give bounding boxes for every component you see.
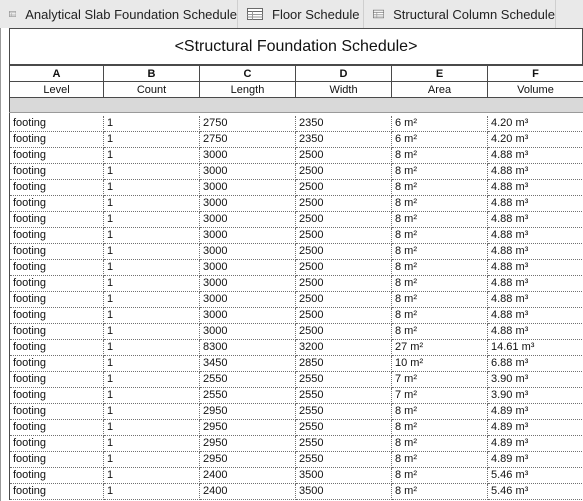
length-cell[interactable]: 3000 — [200, 196, 296, 212]
width-cell[interactable]: 2500 — [296, 276, 392, 292]
schedule-icon — [247, 8, 263, 20]
volume-cell[interactable]: 3.90 m³ — [488, 372, 583, 388]
area-cell[interactable]: 8 m² — [392, 436, 488, 452]
column-letter[interactable]: A — [10, 66, 104, 82]
length-cell[interactable]: 2950 — [200, 404, 296, 420]
width-cell[interactable]: 2550 — [296, 452, 392, 468]
area-cell[interactable]: 8 m² — [392, 484, 488, 500]
level-cell[interactable]: footing — [10, 276, 104, 292]
count-cell[interactable]: 1 — [104, 212, 200, 228]
length-cell[interactable]: 3000 — [200, 308, 296, 324]
level-cell[interactable]: footing — [10, 404, 104, 420]
width-cell[interactable]: 2500 — [296, 228, 392, 244]
volume-cell[interactable]: 4.88 m³ — [488, 276, 583, 292]
width-cell[interactable]: 2550 — [296, 420, 392, 436]
level-cell[interactable]: footing — [10, 468, 104, 484]
level-cell[interactable]: footing — [10, 292, 104, 308]
table-row[interactable] — [10, 420, 583, 436]
table-row[interactable] — [10, 292, 583, 308]
level-cell[interactable]: footing — [10, 116, 104, 132]
length-cell[interactable]: 2550 — [200, 372, 296, 388]
area-cell[interactable]: 8 m² — [392, 212, 488, 228]
volume-cell[interactable]: 4.88 m³ — [488, 308, 583, 324]
column-letter[interactable]: C — [200, 66, 296, 82]
width-cell[interactable]: 2500 — [296, 324, 392, 340]
volume-cell[interactable]: 4.88 m³ — [488, 292, 583, 308]
count-cell[interactable]: 1 — [104, 260, 200, 276]
width-cell[interactable]: 2500 — [296, 180, 392, 196]
count-cell[interactable]: 1 — [104, 164, 200, 180]
area-cell[interactable]: 8 m² — [392, 164, 488, 180]
level-cell[interactable]: footing — [10, 372, 104, 388]
length-cell[interactable]: 3450 — [200, 356, 296, 372]
volume-cell[interactable]: 4.88 m³ — [488, 196, 583, 212]
width-cell[interactable]: 3200 — [296, 340, 392, 356]
width-cell[interactable]: 2350 — [296, 116, 392, 132]
count-cell[interactable]: 1 — [104, 244, 200, 260]
count-cell[interactable]: 1 — [104, 420, 200, 436]
table-row[interactable] — [10, 372, 583, 388]
length-cell[interactable]: 3000 — [200, 244, 296, 260]
volume-cell[interactable]: 4.89 m³ — [488, 420, 583, 436]
width-cell[interactable]: 2550 — [296, 372, 392, 388]
count-cell[interactable]: 1 — [104, 228, 200, 244]
area-cell[interactable]: 8 m² — [392, 468, 488, 484]
count-cell[interactable]: 1 — [104, 372, 200, 388]
area-cell[interactable]: 8 m² — [392, 292, 488, 308]
area-cell[interactable]: 6 m² — [392, 132, 488, 148]
length-cell[interactable]: 8300 — [200, 340, 296, 356]
column-header-length[interactable]: Length — [200, 82, 296, 98]
width-cell[interactable]: 2500 — [296, 164, 392, 180]
length-cell[interactable]: 2950 — [200, 436, 296, 452]
table-row[interactable] — [10, 388, 583, 404]
count-cell[interactable]: 1 — [104, 292, 200, 308]
length-cell[interactable]: 2950 — [200, 452, 296, 468]
tab-label: Structural Column Schedule — [393, 6, 555, 22]
level-cell[interactable]: footing — [10, 132, 104, 148]
level-cell[interactable]: footing — [10, 484, 104, 500]
tab-structural-column-schedule[interactable] — [364, 0, 556, 28]
tab-label: Analytical Slab Foundation Schedule — [25, 6, 237, 22]
count-cell[interactable]: 1 — [104, 132, 200, 148]
table-row[interactable] — [10, 324, 583, 340]
count-cell[interactable]: 1 — [104, 196, 200, 212]
volume-cell[interactable]: 4.88 m³ — [488, 212, 583, 228]
count-cell[interactable]: 1 — [104, 308, 200, 324]
volume-cell[interactable]: 4.88 m³ — [488, 228, 583, 244]
area-cell[interactable]: 8 m² — [392, 404, 488, 420]
count-cell[interactable]: 1 — [104, 356, 200, 372]
area-cell[interactable]: 8 m² — [392, 324, 488, 340]
volume-cell[interactable]: 5.46 m³ — [488, 468, 583, 484]
length-cell[interactable]: 2750 — [200, 116, 296, 132]
level-cell[interactable]: footing — [10, 420, 104, 436]
area-cell[interactable]: 6 m² — [392, 116, 488, 132]
area-cell[interactable]: 7 m² — [392, 388, 488, 404]
volume-cell[interactable]: 5.46 m³ — [488, 484, 583, 500]
level-cell[interactable]: footing — [10, 436, 104, 452]
count-cell[interactable]: 1 — [104, 484, 200, 500]
length-cell[interactable]: 3000 — [200, 148, 296, 164]
count-cell[interactable]: 1 — [104, 324, 200, 340]
table-row[interactable] — [10, 116, 583, 132]
column-header-level[interactable]: Level — [10, 82, 104, 98]
level-cell[interactable]: footing — [10, 356, 104, 372]
level-cell[interactable]: footing — [10, 212, 104, 228]
width-cell[interactable]: 2350 — [296, 132, 392, 148]
length-cell[interactable]: 3000 — [200, 276, 296, 292]
tab-floor-schedule[interactable] — [238, 0, 364, 28]
group-header-band — [10, 98, 583, 113]
area-cell[interactable]: 8 m² — [392, 180, 488, 196]
level-cell[interactable]: footing — [10, 244, 104, 260]
length-cell[interactable]: 2400 — [200, 468, 296, 484]
column-letter[interactable]: D — [296, 66, 392, 82]
width-cell[interactable]: 2850 — [296, 356, 392, 372]
volume-cell[interactable]: 4.89 m³ — [488, 404, 583, 420]
volume-cell[interactable]: 4.88 m³ — [488, 260, 583, 276]
level-cell[interactable]: footing — [10, 228, 104, 244]
table-row[interactable] — [10, 164, 583, 180]
volume-cell[interactable]: 4.88 m³ — [488, 148, 583, 164]
table-row[interactable] — [10, 132, 583, 148]
length-cell[interactable]: 2400 — [200, 484, 296, 500]
area-cell[interactable]: 7 m² — [392, 372, 488, 388]
area-cell[interactable]: 8 m² — [392, 420, 488, 436]
table-row[interactable] — [10, 260, 583, 276]
volume-cell[interactable]: 4.20 m³ — [488, 132, 583, 148]
length-cell[interactable]: 3000 — [200, 164, 296, 180]
length-cell[interactable]: 2950 — [200, 420, 296, 436]
width-cell[interactable]: 2500 — [296, 308, 392, 324]
volume-cell[interactable]: 4.89 m³ — [488, 452, 583, 468]
length-cell[interactable]: 3000 — [200, 292, 296, 308]
length-cell[interactable]: 3000 — [200, 324, 296, 340]
schedule-icon — [9, 8, 16, 20]
column-letter[interactable]: B — [104, 66, 200, 82]
level-cell[interactable]: footing — [10, 388, 104, 404]
volume-cell[interactable]: 4.88 m³ — [488, 180, 583, 196]
table-row[interactable] — [10, 484, 583, 500]
count-cell[interactable]: 1 — [104, 148, 200, 164]
area-cell[interactable]: 8 m² — [392, 148, 488, 164]
area-cell[interactable]: 8 m² — [392, 308, 488, 324]
length-cell[interactable]: 2750 — [200, 132, 296, 148]
table-row[interactable] — [10, 228, 583, 244]
width-cell[interactable]: 2500 — [296, 212, 392, 228]
area-cell[interactable]: 8 m² — [392, 276, 488, 292]
level-cell[interactable]: footing — [10, 452, 104, 468]
table-row[interactable] — [10, 180, 583, 196]
table-row[interactable] — [10, 276, 583, 292]
table-row[interactable] — [10, 244, 583, 260]
tab-label: Floor Schedule — [272, 6, 360, 22]
column-letter[interactable]: E — [392, 66, 488, 82]
tab-analytical-slab-foundation-schedule[interactable] — [0, 0, 238, 28]
table-row[interactable] — [10, 468, 583, 484]
column-header-volume[interactable]: Volume — [488, 82, 583, 98]
schedule-table — [9, 65, 583, 500]
width-cell[interactable]: 2550 — [296, 404, 392, 420]
width-cell[interactable]: 2500 — [296, 148, 392, 164]
table-row[interactable] — [10, 196, 583, 212]
column-letter[interactable]: F — [488, 66, 583, 82]
level-cell[interactable]: footing — [10, 196, 104, 212]
column-header-count[interactable]: Count — [104, 82, 200, 98]
volume-cell[interactable]: 4.20 m³ — [488, 116, 583, 132]
count-cell[interactable]: 1 — [104, 468, 200, 484]
area-cell[interactable]: 8 m² — [392, 452, 488, 468]
count-cell[interactable]: 1 — [104, 340, 200, 356]
level-cell[interactable]: footing — [10, 148, 104, 164]
schedule-icon — [373, 8, 384, 20]
count-cell[interactable]: 1 — [104, 388, 200, 404]
level-cell[interactable]: footing — [10, 180, 104, 196]
view-tab-bar — [0, 0, 583, 29]
area-cell[interactable]: 8 m² — [392, 228, 488, 244]
length-cell[interactable]: 3000 — [200, 260, 296, 276]
table-row[interactable] — [10, 212, 583, 228]
column-header-width[interactable]: Width — [296, 82, 392, 98]
level-cell[interactable]: footing — [10, 164, 104, 180]
volume-cell[interactable]: 3.90 m³ — [488, 388, 583, 404]
column-header-row — [10, 82, 583, 98]
table-row[interactable] — [10, 340, 583, 356]
area-cell[interactable]: 10 m² — [392, 356, 488, 372]
column-header-area[interactable]: Area — [392, 82, 488, 98]
volume-cell[interactable]: 6.88 m³ — [488, 356, 583, 372]
count-cell[interactable]: 1 — [104, 180, 200, 196]
level-cell[interactable]: footing — [10, 340, 104, 356]
width-cell[interactable]: 3500 — [296, 468, 392, 484]
schedule-rows — [10, 116, 583, 500]
length-cell[interactable]: 3000 — [200, 212, 296, 228]
table-row[interactable] — [10, 148, 583, 164]
width-cell[interactable]: 2500 — [296, 260, 392, 276]
table-row[interactable] — [10, 452, 583, 468]
count-cell[interactable]: 1 — [104, 116, 200, 132]
volume-cell[interactable]: 4.89 m³ — [488, 436, 583, 452]
length-cell[interactable]: 2550 — [200, 388, 296, 404]
level-cell[interactable]: footing — [10, 308, 104, 324]
volume-cell[interactable]: 4.88 m³ — [488, 244, 583, 260]
area-cell[interactable]: 8 m² — [392, 244, 488, 260]
table-row[interactable] — [10, 356, 583, 372]
area-cell[interactable]: 8 m² — [392, 196, 488, 212]
schedule-title[interactable]: <Structural Foundation Schedule> — [9, 28, 583, 65]
level-cell[interactable]: footing — [10, 260, 104, 276]
length-cell[interactable]: 3000 — [200, 180, 296, 196]
area-cell[interactable]: 27 m² — [392, 340, 488, 356]
width-cell[interactable]: 2500 — [296, 292, 392, 308]
table-row[interactable] — [10, 308, 583, 324]
count-cell[interactable]: 1 — [104, 404, 200, 420]
volume-cell[interactable]: 14.61 m³ — [488, 340, 583, 356]
width-cell[interactable]: 2550 — [296, 436, 392, 452]
table-row[interactable] — [10, 404, 583, 420]
width-cell[interactable]: 2500 — [296, 196, 392, 212]
count-cell[interactable]: 1 — [104, 436, 200, 452]
volume-cell[interactable]: 4.88 m³ — [488, 324, 583, 340]
length-cell[interactable]: 3000 — [200, 228, 296, 244]
width-cell[interactable]: 3500 — [296, 484, 392, 500]
level-cell[interactable]: footing — [10, 324, 104, 340]
width-cell[interactable]: 2550 — [296, 388, 392, 404]
count-cell[interactable]: 1 — [104, 276, 200, 292]
count-cell[interactable]: 1 — [104, 452, 200, 468]
volume-cell[interactable]: 4.88 m³ — [488, 164, 583, 180]
schedule-view — [0, 28, 583, 501]
column-letter-row — [10, 66, 583, 82]
area-cell[interactable]: 8 m² — [392, 260, 488, 276]
width-cell[interactable]: 2500 — [296, 244, 392, 260]
table-row[interactable] — [10, 436, 583, 452]
